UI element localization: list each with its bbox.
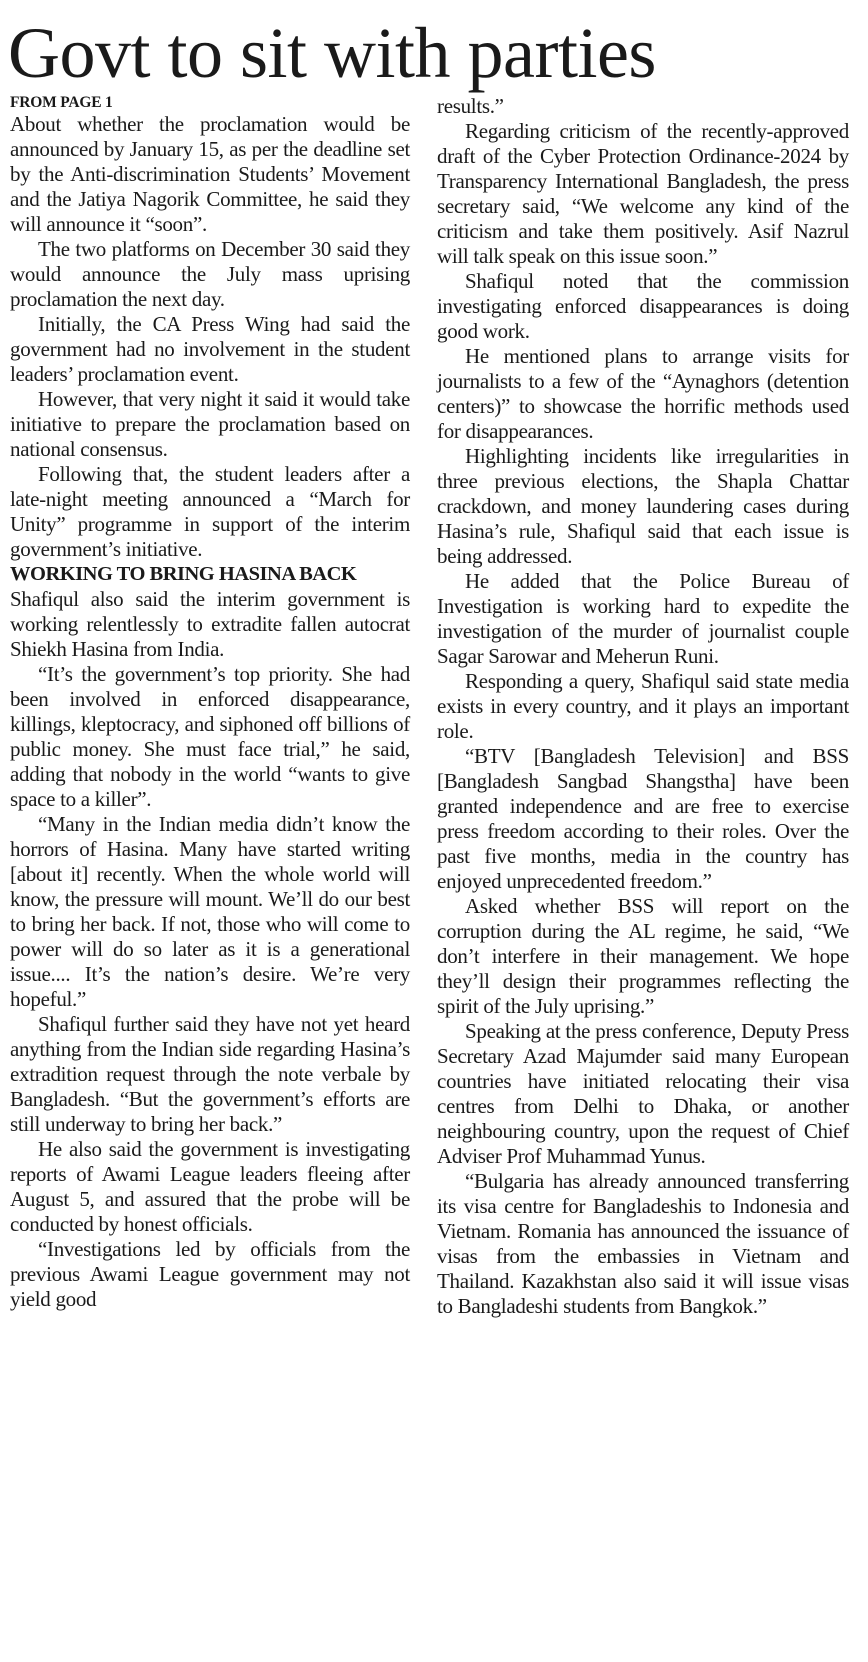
article-column-right (437, 94, 849, 1319)
body-paragraph: Regarding criticism of the recently-approved draft of the Cyber Protection Ordinance-2024 by Transparency International Bangladesh, the press secretary said, “We welcome any kind of the criticism and take them positively. Asif Nazrul will talk speak on this issue soon.” (437, 119, 849, 268)
section-subhead: WORKING TO BRING HASINA BACK (10, 563, 357, 585)
body-paragraph: Highlighting incidents like irregularities in three previous elections, the Shapla Chattar crackdown, and money laundering cases during Hasina’s rule, Shafiqul said that each issue is being addressed. (437, 444, 849, 568)
body-paragraph: “Investigations led by officials from the previous Awami League government may not yield good (10, 1237, 410, 1311)
body-paragraph: He added that the Police Bureau of Investigation is working hard to expedite the investigation of the murder of journalist couple Sagar Sarowar and Meherun Runi. (437, 569, 849, 668)
body-paragraph: However, that very night it said it would take initiative to prepare the proclamation based on national consensus. (10, 387, 410, 461)
body-paragraph-continued: results.” (437, 94, 504, 118)
body-paragraph: Responding a query, Shafiqul said state media exists in every country, and it plays an important role. (437, 669, 849, 743)
body-paragraph: “Many in the Indian media didn’t know the horrors of Hasina. Many have started writing [about it] recently. When the whole world will know, the pressure will mount. We’ll do our best to bring her back. If not, those who will come to power will do so later as it is a generational issue.... It’s the nation’s desire. We’re very hopeful.” (10, 812, 410, 1011)
body-paragraph: He mentioned plans to arrange visits for journalists to a few of the “Aynaghors (detention centers)” to showcase the horrific methods used for disappearances. (437, 344, 849, 443)
body-paragraph: The two platforms on December 30 said they would announce the July mass uprising proclamation the next day. (10, 237, 410, 311)
body-paragraph: “It’s the government’s top priority. She had been involved in enforced disappearance, killings, kleptocracy, and siphoned off billions of public money. She must face trial,” he said, adding that nobody in the world “wants to give space to a killer”. (10, 662, 410, 811)
body-paragraph: Initially, the CA Press Wing had said the government had no involvement in the student leaders’ proclamation event. (10, 312, 410, 386)
body-paragraph: Speaking at the press conference, Deputy Press Secretary Azad Majumder said many European countries have initiated relocating their visa centres from Delhi to Dhaka, or another neighbouring country, upon the request of Chief Adviser Prof Muhammad Yunus. (437, 1019, 849, 1168)
body-paragraph: About whether the proclamation would be announced by January 15, as per the deadline set by the Anti-discrimination Students’ Movement and the Jatiya Nagorik Committee, he said they will announce it “soon”. (10, 112, 410, 236)
body-paragraph: Asked whether BSS will report on the corruption during the AL regime, he said, “We don’t interfere in their management. We hope they’ll design their programmes reflecting the spirit of the July uprising.” (437, 894, 849, 1018)
body-paragraph: “BTV [Bangladesh Television] and BSS [Bangladesh Sangbad Shangstha] have been granted independence and are free to exercise press freedom according to their roles. Over the past five months, media in the country has enjoyed unprecedented freedom.” (437, 744, 849, 893)
body-paragraph: Shafiqul further said they have not yet heard anything from the Indian side regarding Hasina’s extradition request through the note verbale by Bangladesh. “But the government’s efforts are still underway to bring her back.” (10, 1012, 410, 1136)
article-column-left (10, 94, 410, 1312)
body-paragraph: Shafiqul also said the interim government is working relentlessly to extradite fallen autocrat Shiekh Hasina from India. (10, 587, 410, 661)
body-paragraph: Following that, the student leaders after a late-night meeting announced a “March for Unity” programme in support of the interim government’s initiative. (10, 462, 410, 561)
from-page-label: FROM PAGE 1 (10, 94, 113, 111)
body-paragraph: “Bulgaria has already announced transferring its visa centre for Bangladeshis to Indonesia and Vietnam. Romania has announced the issuance of visas from the embassies in Vietnam and Thailand. Kazakhstan also said it will issue visas to Bangladeshi students from Bangkok.” (437, 1169, 849, 1318)
body-paragraph: He also said the government is investigating reports of Awami League leaders fleeing after August 5, and assured that the probe will be conducted by honest officials. (10, 1137, 410, 1236)
headline: Govt to sit with parties (8, 13, 656, 93)
body-paragraph: Shafiqul noted that the commission investigating enforced disappearances is doing good work. (437, 269, 849, 343)
